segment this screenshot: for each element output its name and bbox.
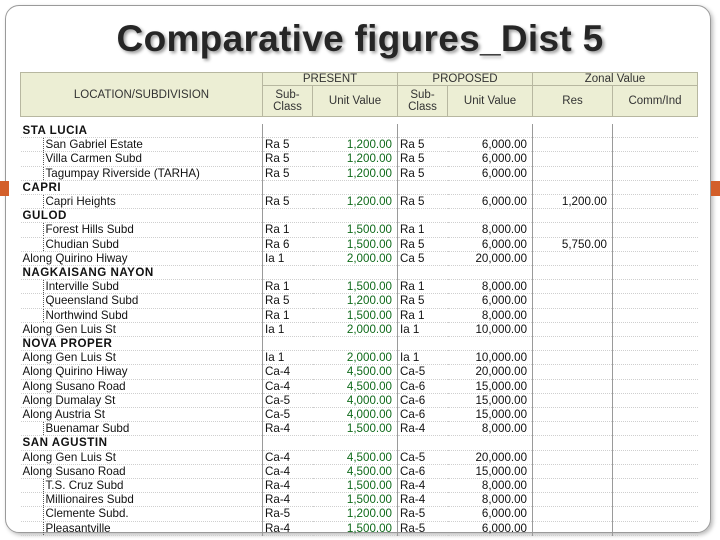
zonal-comm-cell [613, 408, 698, 422]
present-unit-value-cell: 1,500.00 [313, 479, 398, 493]
zonal-res-cell [533, 138, 613, 152]
proposed-unit-value-cell [448, 180, 533, 194]
proposed-unit-value-cell: 10,000.00 [448, 322, 533, 336]
location-cell [21, 479, 263, 493]
header-present-unit-value: Unit Value [313, 86, 398, 117]
location-cell [21, 138, 263, 152]
zonal-comm-cell [613, 195, 698, 209]
present-unit-value-cell [313, 124, 398, 138]
zonal-res-cell [533, 223, 613, 237]
subdivision-name: Millionaires Subd [43, 493, 134, 506]
proposed-subclass-cell: Ra 5 [398, 152, 448, 166]
table-row [21, 294, 698, 308]
zonal-res-cell [533, 408, 613, 422]
proposed-unit-value-cell: 6,000.00 [448, 521, 533, 535]
present-unit-value-cell: 4,500.00 [313, 365, 398, 379]
location-cell: Along Susano Road [21, 379, 263, 393]
location-cell [21, 493, 263, 507]
present-subclass-cell: Ra-4 [263, 479, 313, 493]
zonal-comm-cell [613, 393, 698, 407]
location-cell [21, 521, 263, 535]
present-unit-value-cell: 1,200.00 [313, 507, 398, 521]
present-subclass-cell [263, 436, 313, 450]
proposed-subclass-cell [398, 180, 448, 194]
location-cell: Along Gen Luis St [21, 450, 263, 464]
proposed-subclass-cell: Ra-5 [398, 507, 448, 521]
zonal-res-cell [533, 479, 613, 493]
present-subclass-cell: Ra 6 [263, 237, 313, 251]
subdivision-name: Buenamar Subd [43, 422, 130, 435]
present-subclass-cell: Ra 5 [263, 138, 313, 152]
present-unit-value-cell: 1,500.00 [313, 308, 398, 322]
zonal-res-cell [533, 450, 613, 464]
present-unit-value-cell: 2,000.00 [313, 251, 398, 265]
present-subclass-cell: Ca-4 [263, 379, 313, 393]
present-unit-value-cell: 1,200.00 [313, 138, 398, 152]
present-subclass-cell [263, 337, 313, 351]
zonal-res-cell [533, 308, 613, 322]
present-unit-value-cell [313, 266, 398, 280]
header-proposed-subclass: Sub-Class [398, 86, 448, 117]
proposed-unit-value-cell: 20,000.00 [448, 251, 533, 265]
location-cell: Along Gen Luis St [21, 322, 263, 336]
zonal-res-cell [533, 507, 613, 521]
present-subclass-cell: Ia 1 [263, 251, 313, 265]
table-row [21, 223, 698, 237]
proposed-unit-value-cell: 8,000.00 [448, 422, 533, 436]
table-row [21, 507, 698, 521]
proposed-unit-value-cell [448, 436, 533, 450]
location-cell: CAPRI [21, 180, 263, 194]
zonal-comm-cell [613, 365, 698, 379]
slide-title: Comparative figures_Dist 5 [116, 18, 604, 59]
proposed-unit-value-cell [448, 209, 533, 223]
present-subclass-cell: Ra 5 [263, 195, 313, 209]
proposed-unit-value-cell: 8,000.00 [448, 493, 533, 507]
proposed-subclass-cell: Ra 5 [398, 138, 448, 152]
zonal-comm-cell [613, 166, 698, 180]
zonal-res-cell [533, 436, 613, 450]
zonal-res-cell [533, 379, 613, 393]
zonal-res-cell [533, 294, 613, 308]
subdivision-name: Queensland Subd [43, 294, 139, 307]
present-unit-value-cell: 2,000.00 [313, 322, 398, 336]
zonal-comm-cell [613, 237, 698, 251]
zonal-comm-cell [613, 280, 698, 294]
table-row [21, 251, 698, 265]
table-row [21, 422, 698, 436]
proposed-subclass-cell: Ca-5 [398, 365, 448, 379]
proposed-subclass-cell: Ra 5 [398, 195, 448, 209]
zonal-comm-cell [613, 337, 698, 351]
location-cell: Along Dumalay St [21, 393, 263, 407]
group-header-row [21, 436, 698, 450]
subdivision-name: Tagumpay Riverside (TARHA) [43, 167, 200, 180]
proposed-subclass-cell [398, 266, 448, 280]
present-subclass-cell: Ra-4 [263, 422, 313, 436]
proposed-subclass-cell: Ra-4 [398, 493, 448, 507]
proposed-unit-value-cell: 20,000.00 [448, 450, 533, 464]
group-header-row [21, 266, 698, 280]
table-row [21, 138, 698, 152]
table-row [21, 280, 698, 294]
proposed-subclass-cell: Ca 5 [398, 251, 448, 265]
present-subclass-cell: Ra-4 [263, 493, 313, 507]
proposed-subclass-cell: Ra-5 [398, 521, 448, 535]
zonal-comm-cell [613, 322, 698, 336]
present-subclass-cell: Ra 1 [263, 308, 313, 322]
proposed-subclass-cell: Ia 1 [398, 322, 448, 336]
zonal-res-cell [533, 464, 613, 478]
present-subclass-cell: Ra 1 [263, 280, 313, 294]
zonal-comm-cell [613, 436, 698, 450]
table-row [21, 365, 698, 379]
present-unit-value-cell: 4,000.00 [313, 408, 398, 422]
present-unit-value-cell: 1,200.00 [313, 152, 398, 166]
present-unit-value-cell [313, 436, 398, 450]
table-row [21, 351, 698, 365]
zonal-comm-cell [613, 450, 698, 464]
subdivision-name: Forest Hills Subd [43, 223, 134, 236]
zonal-res-cell [533, 521, 613, 535]
zonal-comm-cell [613, 294, 698, 308]
table-row [21, 408, 698, 422]
present-subclass-cell: Ca-4 [263, 464, 313, 478]
zonal-res-cell: 5,750.00 [533, 237, 613, 251]
proposed-subclass-cell: Ca-6 [398, 464, 448, 478]
table-row [21, 308, 698, 322]
proposed-subclass-cell: Ra 5 [398, 237, 448, 251]
location-cell: SAN AGUSTIN [21, 436, 263, 450]
present-unit-value-cell: 4,500.00 [313, 379, 398, 393]
location-cell: GULOD [21, 209, 263, 223]
zonal-comm-cell [613, 507, 698, 521]
location-cell [21, 237, 263, 251]
present-subclass-cell: Ca-4 [263, 365, 313, 379]
present-subclass-cell: Ra 1 [263, 223, 313, 237]
header-res: Res [533, 86, 613, 117]
location-cell: NOVA PROPER [21, 337, 263, 351]
present-subclass-cell: Ra-5 [263, 507, 313, 521]
proposed-subclass-cell: Ra 5 [398, 294, 448, 308]
zonal-res-cell [533, 209, 613, 223]
proposed-unit-value-cell [448, 337, 533, 351]
zonal-res-cell [533, 152, 613, 166]
zonal-comm-cell [613, 308, 698, 322]
location-cell: NAGKAISANG NAYON [21, 266, 263, 280]
zonal-comm-cell [613, 379, 698, 393]
present-unit-value-cell: 1,500.00 [313, 237, 398, 251]
table-row [21, 379, 698, 393]
table-body [21, 124, 698, 535]
table-row [21, 195, 698, 209]
present-unit-value-cell [313, 180, 398, 194]
table-row [21, 479, 698, 493]
proposed-subclass-cell [398, 337, 448, 351]
zonal-res-cell [533, 180, 613, 194]
location-cell [21, 422, 263, 436]
header-location: LOCATION/SUBDIVISION [21, 73, 263, 117]
proposed-subclass-cell: Ra 5 [398, 166, 448, 180]
proposed-unit-value-cell: 6,000.00 [448, 237, 533, 251]
present-subclass-cell: Ca-4 [263, 450, 313, 464]
subdivision-name: Pleasantville [43, 522, 111, 535]
zonal-res-cell [533, 493, 613, 507]
proposed-unit-value-cell: 6,000.00 [448, 166, 533, 180]
table-row [21, 166, 698, 180]
proposed-unit-value-cell: 8,000.00 [448, 308, 533, 322]
proposed-unit-value-cell: 15,000.00 [448, 408, 533, 422]
zonal-res-cell [533, 251, 613, 265]
zonal-comm-cell [613, 464, 698, 478]
location-cell [21, 294, 263, 308]
proposed-unit-value-cell: 8,000.00 [448, 223, 533, 237]
present-unit-value-cell: 4,500.00 [313, 464, 398, 478]
zonal-comm-cell [613, 351, 698, 365]
zonal-res-cell [533, 266, 613, 280]
location-cell [21, 280, 263, 294]
table-row [21, 521, 698, 535]
header-present: PRESENT [263, 73, 398, 86]
proposed-subclass-cell: Ra 1 [398, 223, 448, 237]
right-nav-marker [711, 181, 720, 196]
zonal-comm-cell [613, 209, 698, 223]
zonal-value-sheet [20, 72, 697, 535]
location-cell [21, 308, 263, 322]
present-unit-value-cell: 1,200.00 [313, 166, 398, 180]
present-subclass-cell: Ia 1 [263, 351, 313, 365]
zonal-comm-cell [613, 521, 698, 535]
header-comm-ind: Comm/Ind [613, 86, 698, 117]
header-proposed-unit-value: Unit Value [448, 86, 533, 117]
present-subclass-cell [263, 209, 313, 223]
present-unit-value-cell: 1,500.00 [313, 521, 398, 535]
comparison-table [20, 72, 698, 536]
location-cell [21, 223, 263, 237]
proposed-unit-value-cell: 6,000.00 [448, 138, 533, 152]
present-subclass-cell: Ia 1 [263, 322, 313, 336]
header-proposed: PROPOSED [398, 73, 533, 86]
proposed-unit-value-cell: 6,000.00 [448, 294, 533, 308]
proposed-subclass-cell: Ca-6 [398, 408, 448, 422]
zonal-comm-cell [613, 479, 698, 493]
proposed-subclass-cell: Ca-6 [398, 379, 448, 393]
zonal-res-cell [533, 322, 613, 336]
table-row [21, 464, 698, 478]
zonal-res-cell: 1,200.00 [533, 195, 613, 209]
present-unit-value-cell: 1,500.00 [313, 422, 398, 436]
location-cell: Along Susano Road [21, 464, 263, 478]
zonal-res-cell [533, 337, 613, 351]
zonal-res-cell [533, 166, 613, 180]
proposed-subclass-cell: Ra 1 [398, 280, 448, 294]
present-subclass-cell [263, 124, 313, 138]
proposed-subclass-cell: Ra-4 [398, 422, 448, 436]
present-unit-value-cell [313, 209, 398, 223]
zonal-comm-cell [613, 152, 698, 166]
proposed-unit-value-cell: 10,000.00 [448, 351, 533, 365]
subdivision-name: Chudian Subd [43, 238, 120, 251]
proposed-unit-value-cell: 8,000.00 [448, 280, 533, 294]
proposed-subclass-cell: Ra 1 [398, 308, 448, 322]
proposed-unit-value-cell [448, 124, 533, 138]
present-subclass-cell: Ca-5 [263, 408, 313, 422]
location-cell [21, 152, 263, 166]
table-row [21, 493, 698, 507]
zonal-res-cell [533, 365, 613, 379]
zonal-comm-cell [613, 251, 698, 265]
present-subclass-cell: Ra 5 [263, 152, 313, 166]
left-nav-marker [0, 181, 9, 196]
table-row [21, 450, 698, 464]
subdivision-name: San Gabriel Estate [43, 138, 143, 151]
proposed-subclass-cell: Ca-5 [398, 450, 448, 464]
present-unit-value-cell [313, 337, 398, 351]
proposed-unit-value-cell: 8,000.00 [448, 479, 533, 493]
proposed-unit-value-cell: 15,000.00 [448, 393, 533, 407]
group-header-row [21, 209, 698, 223]
table-row [21, 237, 698, 251]
group-header-row [21, 124, 698, 138]
zonal-comm-cell [613, 124, 698, 138]
zonal-comm-cell [613, 138, 698, 152]
present-unit-value-cell: 1,500.00 [313, 223, 398, 237]
location-cell: STA LUCIA [21, 124, 263, 138]
zonal-res-cell [533, 280, 613, 294]
present-unit-value-cell: 1,200.00 [313, 294, 398, 308]
present-unit-value-cell: 1,200.00 [313, 195, 398, 209]
proposed-unit-value-cell [448, 266, 533, 280]
zonal-comm-cell [613, 180, 698, 194]
location-cell [21, 507, 263, 521]
zonal-comm-cell [613, 493, 698, 507]
header-present-subclass: Sub-Class [263, 86, 313, 117]
proposed-unit-value-cell: 20,000.00 [448, 365, 533, 379]
group-header-row [21, 337, 698, 351]
proposed-subclass-cell [398, 124, 448, 138]
present-unit-value-cell: 1,500.00 [313, 280, 398, 294]
proposed-unit-value-cell: 15,000.00 [448, 464, 533, 478]
proposed-unit-value-cell: 6,000.00 [448, 195, 533, 209]
location-cell: Along Quirino Hiway [21, 365, 263, 379]
proposed-subclass-cell: Ia 1 [398, 351, 448, 365]
subdivision-name: Villa Carmen Subd [43, 152, 142, 165]
present-unit-value-cell: 2,000.00 [313, 351, 398, 365]
zonal-comm-cell [613, 223, 698, 237]
subdivision-name: Interville Subd [43, 280, 119, 293]
zonal-comm-cell [613, 422, 698, 436]
subdivision-name: T.S. Cruz Subd [43, 479, 124, 492]
present-subclass-cell [263, 180, 313, 194]
table-row [21, 393, 698, 407]
location-cell [21, 166, 263, 180]
location-cell [21, 195, 263, 209]
subdivision-name: Northwind Subd [43, 309, 129, 322]
header-zonal-value: Zonal Value [533, 73, 698, 86]
subdivision-name: Capri Heights [43, 195, 116, 208]
present-unit-value-cell: 1,500.00 [313, 493, 398, 507]
location-cell: Along Quirino Hiway [21, 251, 263, 265]
table-row [21, 322, 698, 336]
proposed-unit-value-cell: 6,000.00 [448, 507, 533, 521]
location-cell: Along Austria St [21, 408, 263, 422]
location-cell: Along Gen Luis St [21, 351, 263, 365]
proposed-unit-value-cell: 15,000.00 [448, 379, 533, 393]
proposed-subclass-cell: Ca-6 [398, 393, 448, 407]
present-subclass-cell: Ra 5 [263, 166, 313, 180]
proposed-unit-value-cell: 6,000.00 [448, 152, 533, 166]
zonal-res-cell [533, 393, 613, 407]
zonal-res-cell [533, 422, 613, 436]
zonal-res-cell [533, 351, 613, 365]
present-unit-value-cell: 4,000.00 [313, 393, 398, 407]
proposed-subclass-cell: Ra-4 [398, 479, 448, 493]
proposed-subclass-cell [398, 209, 448, 223]
proposed-subclass-cell [398, 436, 448, 450]
present-subclass-cell: Ca-5 [263, 393, 313, 407]
present-subclass-cell [263, 266, 313, 280]
present-subclass-cell: Ra 5 [263, 294, 313, 308]
table-row [21, 152, 698, 166]
present-unit-value-cell: 4,500.00 [313, 450, 398, 464]
zonal-res-cell [533, 124, 613, 138]
group-header-row [21, 180, 698, 194]
present-subclass-cell: Ra-4 [263, 521, 313, 535]
zonal-comm-cell [613, 266, 698, 280]
subdivision-name: Clemente Subd. [43, 507, 129, 520]
